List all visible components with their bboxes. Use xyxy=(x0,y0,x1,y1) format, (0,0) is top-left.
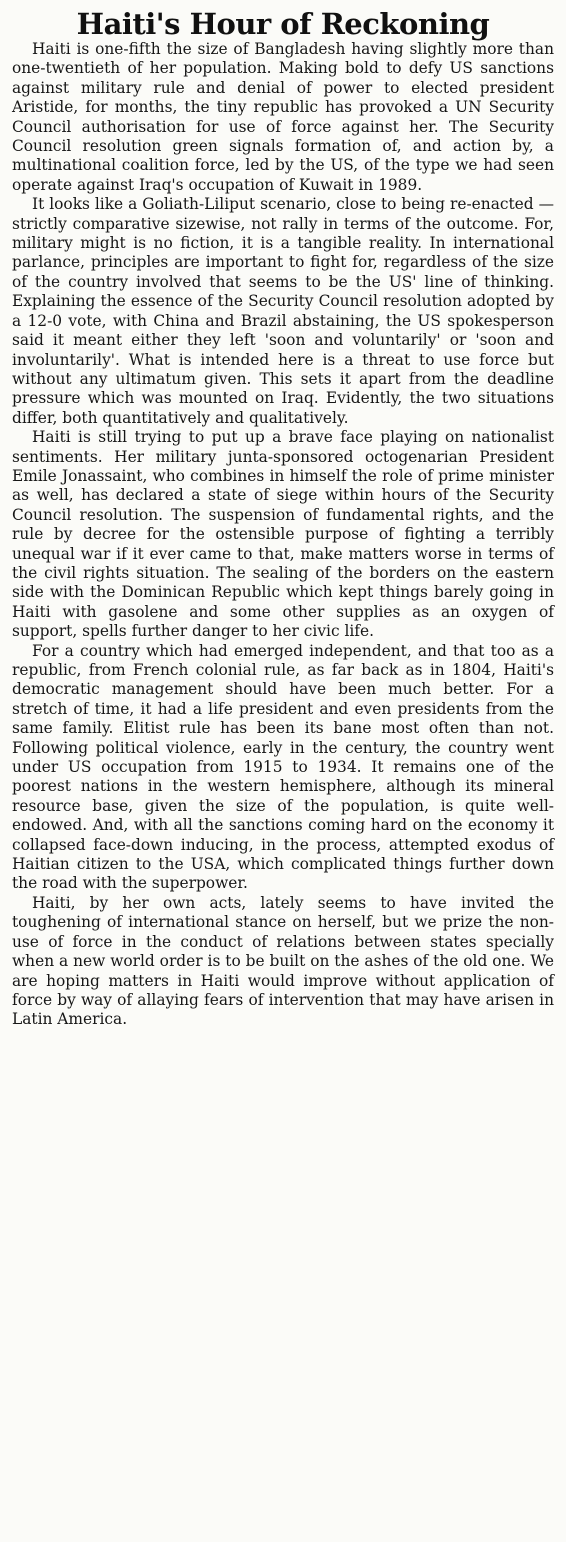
paragraph-4: For a country which had emerged independent, and that too as a republic, from French colonial rule, as far back as in 1804, Haiti's democratic management should have been much better. For a stretch of time, it had a life president and even presidents from the same family. Elitist rule has been its bane most often than not. Following political violence, early in the century, the country went under US occupation from 1915 to 1934. It remains one of the poorest nations in the western hemisphere, although its mineral resource base, given the size of the population, is quite well-endowed. And, with all the sanctions coming hard on the economy it collapsed face-down inducing, in the process, attempted exodus of Haitian citizen to the USA, which complicated things further down the road with the superpower. xyxy=(12,641,554,893)
paragraph-3: Haiti is still trying to put up a brave face playing on nationalist sentiments. Her military junta-sponsored octogenarian President Emile Jonassaint, who combines in himself the role of prime minister as well, has declared a state of siege within hours of the Security Council resolution. The suspension of fundamental rights, and the rule by decree for the ostensible purpose of fighting a terribly unequal war if it ever came to that, make matters worse in terms of the civil rights situation. The sealing of the borders on the eastern side with the Dominican Republic which kept things barely going in Haiti with gasolene and some other supplies as an oxygen of support, spells further danger to her civic life. xyxy=(12,428,554,641)
paragraph-2: It looks like a Goliath-Liliput scenario, close to being re-enacted — strictly comparative sizewise, not rally in terms of the outcome. For, military might is no fiction, it is a tangible reality. In international parlance, principles are important to fight for, regardless of the size of the country involved that seems to be the US' line of thinking. Explaining the essence of the Security Council resolution adopted by a 12-0 vote, with China and Brazil abstaining, the US spokesperson said it meant either they left 'soon and voluntarily' or 'soon and involuntarily'. What is intended here is a threat to use force but without any ultimatum given. This sets it apart from the deadline pressure which was mounted on Iraq. Evidently, the two situations differ, both quantitatively and qualitatively. xyxy=(12,195,554,427)
headline: Haiti's Hour of Reckoning xyxy=(76,7,490,41)
article-body xyxy=(12,40,554,1030)
paragraph-5: Haiti, by her own acts, lately seems to have invited the toughening of international stance on herself, but we prize the non-use of force in the conduct of relations between states specially when a new world order is to be built on the ashes of the old one. We are hoping matters in Haiti would improve without application of force by way of allaying fears of intervention that may have arisen in Latin America. xyxy=(12,893,554,1029)
paragraph-1: Haiti is one-fifth the size of Bangladesh having slightly more than one-twentieth of her population. Making bold to defy US sanctions against military rule and denial of power to elected president Aristide, for months, the tiny republic has provoked a UN Security Council authorisation for use of force against her. The Security Council resolution green signals formation of, and action by, a multinational coalition force, led by the US, of the type we had seen operate against Iraq's occupation of Kuwait in 1989. xyxy=(12,40,554,194)
